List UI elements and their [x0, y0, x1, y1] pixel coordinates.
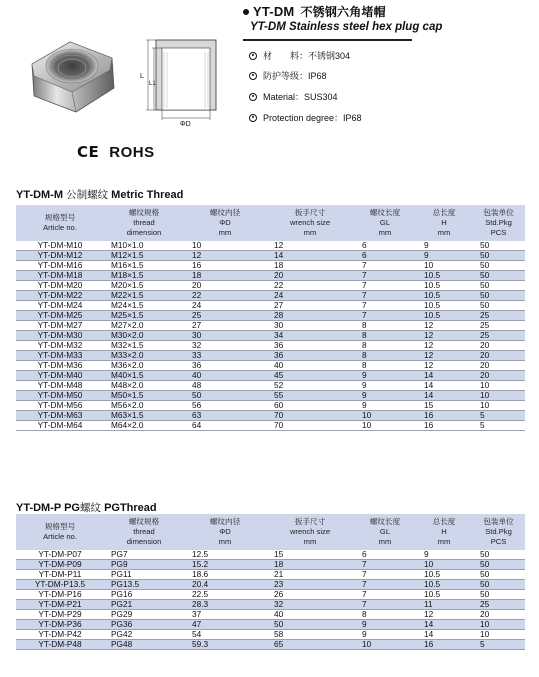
wrench-cell: 22	[266, 281, 354, 291]
wrench-cell: 18	[266, 261, 354, 271]
total-length-cell: 10.5	[416, 590, 472, 600]
total-length-cell: 9	[416, 251, 472, 261]
spec-protection-cn	[249, 69, 327, 82]
total-length-cell: 12	[416, 331, 472, 341]
spec-bullet-icon	[249, 52, 257, 60]
header-total-length: 总长度 H mm	[416, 205, 472, 241]
header-thread-length: 螺纹长度 GL mm	[354, 514, 416, 550]
spec-material-cn	[249, 49, 350, 62]
thread-length-cell: 9	[354, 371, 416, 381]
article-no-cell: YT-DM-P42	[16, 630, 104, 640]
table-row	[16, 271, 525, 281]
thread-length-cell: 8	[354, 351, 416, 361]
total-length-cell: 10.5	[416, 281, 472, 291]
thread-cell: M64×2.0	[104, 421, 184, 431]
metric-section-title	[16, 187, 183, 202]
drawing-label-l1: L1	[149, 81, 156, 87]
thread-length-cell: 7	[354, 291, 416, 301]
wrench-cell: 58	[266, 630, 354, 640]
pg-table-body	[16, 550, 525, 650]
bullet-icon	[243, 9, 249, 15]
header-wrench-size: 扳手尺寸 wrench size mm	[266, 514, 354, 550]
article-no-cell: YT-DM-M30	[16, 331, 104, 341]
article-no-cell: YT-DM-M48	[16, 381, 104, 391]
wrench-cell: 21	[266, 570, 354, 580]
thread-cell: M25×1.5	[104, 311, 184, 321]
thread-cell: M40×1.5	[104, 371, 184, 381]
total-length-cell: 12	[416, 321, 472, 331]
total-length-cell: 10	[416, 261, 472, 271]
table-row	[16, 610, 525, 620]
total-length-cell: 12	[416, 610, 472, 620]
thread-cell: PG13.5	[104, 580, 184, 590]
diameter-cell: 12	[184, 251, 266, 261]
thread-cell: M10×1.0	[104, 241, 184, 251]
wrench-cell: 28	[266, 311, 354, 321]
table-row	[16, 371, 525, 381]
diameter-cell: 56	[184, 401, 266, 411]
table-row	[16, 590, 525, 600]
metric-title-en: Metric Thread	[111, 189, 184, 201]
pkg-cell: 25	[472, 311, 525, 321]
table-row	[16, 401, 525, 411]
wrench-cell: 52	[266, 381, 354, 391]
article-no-cell: YT-DM-M40	[16, 371, 104, 381]
pkg-cell: 50	[472, 590, 525, 600]
wrench-cell: 65	[266, 640, 354, 650]
pkg-cell: 50	[472, 271, 525, 281]
thread-length-cell: 7	[354, 590, 416, 600]
product-title-en: YT-DM Stainless steel hex plug cap	[250, 21, 443, 33]
diameter-cell: 47	[184, 620, 266, 630]
pkg-cell: 20	[472, 341, 525, 351]
header-std-pkg: 包装单位 Std.Pkg PCS	[472, 205, 525, 241]
table-header-row	[16, 205, 525, 241]
total-length-cell: 14	[416, 391, 472, 401]
thread-length-cell: 9	[354, 401, 416, 411]
article-no-cell: YT-DM-M10	[16, 241, 104, 251]
table-row	[16, 421, 525, 431]
thread-cell: PG9	[104, 560, 184, 570]
pg-title-model: YT-DM-P	[16, 502, 62, 514]
spec-label: Material：SUS304	[263, 92, 338, 102]
thread-length-cell: 7	[354, 261, 416, 271]
cap-cross-section-drawing	[118, 30, 238, 130]
table-row	[16, 640, 525, 650]
pkg-cell: 20	[472, 351, 525, 361]
thread-length-cell: 10	[354, 421, 416, 431]
total-length-cell: 11	[416, 600, 472, 610]
table-row	[16, 550, 525, 560]
product-title	[243, 3, 386, 20]
spec-label: 防护等级：IP68	[263, 71, 327, 81]
pkg-cell: 5	[472, 421, 525, 431]
article-no-cell: YT-DM-M18	[16, 271, 104, 281]
article-no-cell: YT-DM-M25	[16, 311, 104, 321]
header-article-no: 规格型号 Article no.	[16, 514, 104, 550]
thread-length-cell: 9	[354, 630, 416, 640]
article-no-cell: YT-DM-M32	[16, 341, 104, 351]
pkg-cell: 10	[472, 620, 525, 630]
article-no-cell: YT-DM-P11	[16, 570, 104, 580]
wrench-cell: 55	[266, 391, 354, 401]
table-header-row	[16, 514, 525, 550]
article-no-cell: YT-DM-M56	[16, 401, 104, 411]
table-row	[16, 241, 525, 251]
diameter-cell: 50	[184, 391, 266, 401]
pkg-cell: 50	[472, 580, 525, 590]
thread-length-cell: 9	[354, 391, 416, 401]
pkg-cell: 50	[472, 281, 525, 291]
diameter-cell: 37	[184, 610, 266, 620]
pkg-cell: 50	[472, 261, 525, 271]
total-length-cell: 14	[416, 381, 472, 391]
pkg-cell: 25	[472, 321, 525, 331]
article-no-cell: YT-DM-M36	[16, 361, 104, 371]
thread-cell: M16×1.5	[104, 261, 184, 271]
thread-length-cell: 9	[354, 381, 416, 391]
product-title-cn: 不锈钢六角堵帽	[300, 5, 386, 19]
diameter-cell: 64	[184, 421, 266, 431]
total-length-cell: 9	[416, 241, 472, 251]
article-no-cell: YT-DM-P09	[16, 560, 104, 570]
pkg-cell: 25	[472, 600, 525, 610]
diameter-cell: 40	[184, 371, 266, 381]
table-row	[16, 251, 525, 261]
metric-title-model: YT-DM-M	[16, 189, 64, 201]
thread-length-cell: 9	[354, 620, 416, 630]
total-length-cell: 10.5	[416, 291, 472, 301]
thread-length-cell: 8	[354, 610, 416, 620]
wrench-cell: 36	[266, 341, 354, 351]
thread-cell: M30×2.0	[104, 331, 184, 341]
diameter-cell: 63	[184, 411, 266, 421]
pkg-cell: 50	[472, 251, 525, 261]
total-length-cell: 10.5	[416, 301, 472, 311]
pkg-cell: 20	[472, 361, 525, 371]
wrench-cell: 24	[266, 291, 354, 301]
total-length-cell: 10	[416, 560, 472, 570]
total-length-cell: 14	[416, 371, 472, 381]
article-no-cell: YT-DM-P29	[16, 610, 104, 620]
diameter-cell: 33	[184, 351, 266, 361]
table-row	[16, 600, 525, 610]
diameter-cell: 22.5	[184, 590, 266, 600]
pkg-cell: 50	[472, 550, 525, 560]
total-length-cell: 14	[416, 630, 472, 640]
wrench-cell: 26	[266, 590, 354, 600]
header-inner-diameter: 螺纹内径 ΦD mm	[184, 205, 266, 241]
wrench-cell: 34	[266, 331, 354, 341]
pkg-cell: 20	[472, 371, 525, 381]
thread-cell: PG42	[104, 630, 184, 640]
header-thread-dimension: 螺纹规格 thread dimension	[104, 514, 184, 550]
hex-cap-photo	[20, 24, 124, 126]
thread-length-cell: 7	[354, 600, 416, 610]
article-no-cell: YT-DM-M27	[16, 321, 104, 331]
thread-cell: PG21	[104, 600, 184, 610]
article-no-cell: YT-DM-M22	[16, 291, 104, 301]
table-row	[16, 411, 525, 421]
pkg-cell: 50	[472, 241, 525, 251]
diameter-cell: 54	[184, 630, 266, 640]
article-no-cell: YT-DM-M33	[16, 351, 104, 361]
spec-label: Protection degree：IP68	[263, 113, 362, 123]
thread-cell: PG7	[104, 550, 184, 560]
table-row	[16, 311, 525, 321]
wrench-cell: 60	[266, 401, 354, 411]
wrench-cell: 36	[266, 351, 354, 361]
diameter-cell: 10	[184, 241, 266, 251]
table-row	[16, 580, 525, 590]
diameter-cell: 16	[184, 261, 266, 271]
thread-cell: M50×1.5	[104, 391, 184, 401]
header-article-no: 规格型号 Article no.	[16, 205, 104, 241]
pkg-cell: 10	[472, 381, 525, 391]
total-length-cell: 10.5	[416, 580, 472, 590]
table-row	[16, 281, 525, 291]
thread-length-cell: 6	[354, 550, 416, 560]
wrench-cell: 20	[266, 271, 354, 281]
wrench-cell: 32	[266, 600, 354, 610]
pkg-cell: 5	[472, 640, 525, 650]
thread-cell: PG11	[104, 570, 184, 580]
header-std-pkg: 包装单位 Std.Pkg PCS	[472, 514, 525, 550]
article-no-cell: YT-DM-M63	[16, 411, 104, 421]
diameter-cell: 32	[184, 341, 266, 351]
table-row	[16, 291, 525, 301]
wrench-cell: 14	[266, 251, 354, 261]
total-length-cell: 16	[416, 411, 472, 421]
thread-length-cell: 7	[354, 281, 416, 291]
spec-label: 材 料：不锈钢304	[263, 51, 351, 61]
diameter-cell: 59.3	[184, 640, 266, 650]
pkg-cell: 50	[472, 560, 525, 570]
thread-cell: M63×1.5	[104, 411, 184, 421]
thread-cell: M48×2.0	[104, 381, 184, 391]
pkg-cell: 20	[472, 610, 525, 620]
pg-title-en: PGThread	[104, 502, 157, 514]
diameter-cell: 27	[184, 321, 266, 331]
diameter-cell: 24	[184, 301, 266, 311]
wrench-cell: 30	[266, 321, 354, 331]
total-length-cell: 10.5	[416, 311, 472, 321]
header-wrench-size: 扳手尺寸 wrench size mm	[266, 205, 354, 241]
thread-cell: M20×1.5	[104, 281, 184, 291]
diameter-cell: 25	[184, 311, 266, 321]
header-thread-dimension: 螺纹规格 thread dimension	[104, 205, 184, 241]
thread-length-cell: 8	[354, 361, 416, 371]
total-length-cell: 16	[416, 421, 472, 431]
table-row	[16, 361, 525, 371]
thread-cell: M36×2.0	[104, 361, 184, 371]
diameter-cell: 28.3	[184, 600, 266, 610]
diameter-cell: 22	[184, 291, 266, 301]
total-length-cell: 16	[416, 640, 472, 650]
article-no-cell: YT-DM-P07	[16, 550, 104, 560]
total-length-cell: 15	[416, 401, 472, 411]
article-no-cell: YT-DM-M16	[16, 261, 104, 271]
total-length-cell: 14	[416, 620, 472, 630]
header-thread-length: 螺纹长度 GL mm	[354, 205, 416, 241]
thread-length-cell: 7	[354, 560, 416, 570]
spec-bullet-icon	[249, 93, 257, 101]
thread-length-cell: 8	[354, 341, 416, 351]
thread-length-cell: 7	[354, 301, 416, 311]
table-row	[16, 381, 525, 391]
table-row	[16, 560, 525, 570]
ce-mark: CE	[77, 143, 100, 161]
wrench-cell: 18	[266, 560, 354, 570]
thread-cell: M56×2.0	[104, 401, 184, 411]
pkg-cell: 10	[472, 391, 525, 401]
wrench-cell: 15	[266, 550, 354, 560]
pkg-cell: 50	[472, 570, 525, 580]
thread-length-cell: 7	[354, 570, 416, 580]
thread-length-cell: 10	[354, 640, 416, 650]
pkg-cell: 50	[472, 291, 525, 301]
wrench-cell: 45	[266, 371, 354, 381]
total-length-cell: 12	[416, 351, 472, 361]
thread-length-cell: 7	[354, 580, 416, 590]
diameter-cell: 20	[184, 281, 266, 291]
rohs-mark: ROHS	[109, 144, 155, 161]
thread-length-cell: 6	[354, 251, 416, 261]
spec-material-en	[249, 90, 338, 103]
thread-length-cell: 7	[354, 311, 416, 321]
table-row	[16, 341, 525, 351]
article-no-cell: YT-DM-P21	[16, 600, 104, 610]
thread-cell: M18×1.5	[104, 271, 184, 281]
total-length-cell: 10.5	[416, 271, 472, 281]
article-no-cell: YT-DM-M50	[16, 391, 104, 401]
article-no-cell: YT-DM-M64	[16, 421, 104, 431]
metric-title-cn: 公制螺纹	[66, 189, 109, 201]
thread-cell: PG36	[104, 620, 184, 630]
total-length-cell: 12	[416, 341, 472, 351]
thread-cell: M22×1.5	[104, 291, 184, 301]
thread-cell: M32×1.5	[104, 341, 184, 351]
pg-title-cn: 螺纹	[80, 502, 101, 514]
drawing-label-diameter: ΦD	[180, 121, 191, 128]
title-underline	[243, 39, 412, 41]
article-no-cell: YT-DM-P36	[16, 620, 104, 630]
certifications	[77, 143, 155, 161]
wrench-cell: 40	[266, 361, 354, 371]
table-row	[16, 391, 525, 401]
diameter-cell: 20.4	[184, 580, 266, 590]
pg-title-pg: PG	[64, 502, 80, 514]
wrench-cell: 40	[266, 610, 354, 620]
table-row	[16, 351, 525, 361]
article-no-cell: YT-DM-M20	[16, 281, 104, 291]
total-length-cell: 9	[416, 550, 472, 560]
header-total-length: 总长度 H mm	[416, 514, 472, 550]
thread-cell: PG29	[104, 610, 184, 620]
diameter-cell: 15.2	[184, 560, 266, 570]
wrench-cell: 27	[266, 301, 354, 311]
thread-cell: M27×2.0	[104, 321, 184, 331]
diameter-cell: 48	[184, 381, 266, 391]
pkg-cell: 25	[472, 331, 525, 341]
wrench-cell: 70	[266, 421, 354, 431]
drawing-label-l: L	[140, 73, 144, 80]
pkg-cell: 10	[472, 630, 525, 640]
pg-thread-table	[16, 514, 525, 650]
spec-bullet-icon	[249, 72, 257, 80]
total-length-cell: 10.5	[416, 570, 472, 580]
table-row	[16, 570, 525, 580]
article-no-cell: YT-DM-M24	[16, 301, 104, 311]
thread-cell: PG16	[104, 590, 184, 600]
thread-cell: PG48	[104, 640, 184, 650]
thread-cell: M33×2.0	[104, 351, 184, 361]
thread-length-cell: 6	[354, 241, 416, 251]
article-no-cell: YT-DM-P13.5	[16, 580, 104, 590]
thread-cell: M12×1.5	[104, 251, 184, 261]
table-row	[16, 261, 525, 271]
thread-cell: M24×1.5	[104, 301, 184, 311]
diameter-cell: 30	[184, 331, 266, 341]
spec-bullet-icon	[249, 114, 257, 122]
product-model: YT-DM	[253, 4, 295, 19]
article-no-cell: YT-DM-P16	[16, 590, 104, 600]
table-row	[16, 630, 525, 640]
thread-length-cell: 8	[354, 321, 416, 331]
wrench-cell: 12	[266, 241, 354, 251]
metric-table-body	[16, 241, 525, 431]
thread-length-cell: 8	[354, 331, 416, 341]
wrench-cell: 50	[266, 620, 354, 630]
spec-protection-en	[249, 111, 362, 124]
pg-section-title	[16, 500, 157, 515]
thread-length-cell: 7	[354, 271, 416, 281]
diameter-cell: 18.6	[184, 570, 266, 580]
diameter-cell: 18	[184, 271, 266, 281]
pkg-cell: 50	[472, 301, 525, 311]
table-row	[16, 321, 525, 331]
metric-thread-table	[16, 205, 525, 431]
table-row	[16, 301, 525, 311]
wrench-cell: 70	[266, 411, 354, 421]
pkg-cell: 5	[472, 411, 525, 421]
table-row	[16, 331, 525, 341]
article-no-cell: YT-DM-P48	[16, 640, 104, 650]
header-inner-diameter: 螺纹内径 ΦD mm	[184, 514, 266, 550]
diameter-cell: 12.5	[184, 550, 266, 560]
wrench-cell: 23	[266, 580, 354, 590]
pkg-cell: 10	[472, 401, 525, 411]
total-length-cell: 12	[416, 361, 472, 371]
diameter-cell: 36	[184, 361, 266, 371]
article-no-cell: YT-DM-M12	[16, 251, 104, 261]
thread-length-cell: 10	[354, 411, 416, 421]
table-row	[16, 620, 525, 630]
